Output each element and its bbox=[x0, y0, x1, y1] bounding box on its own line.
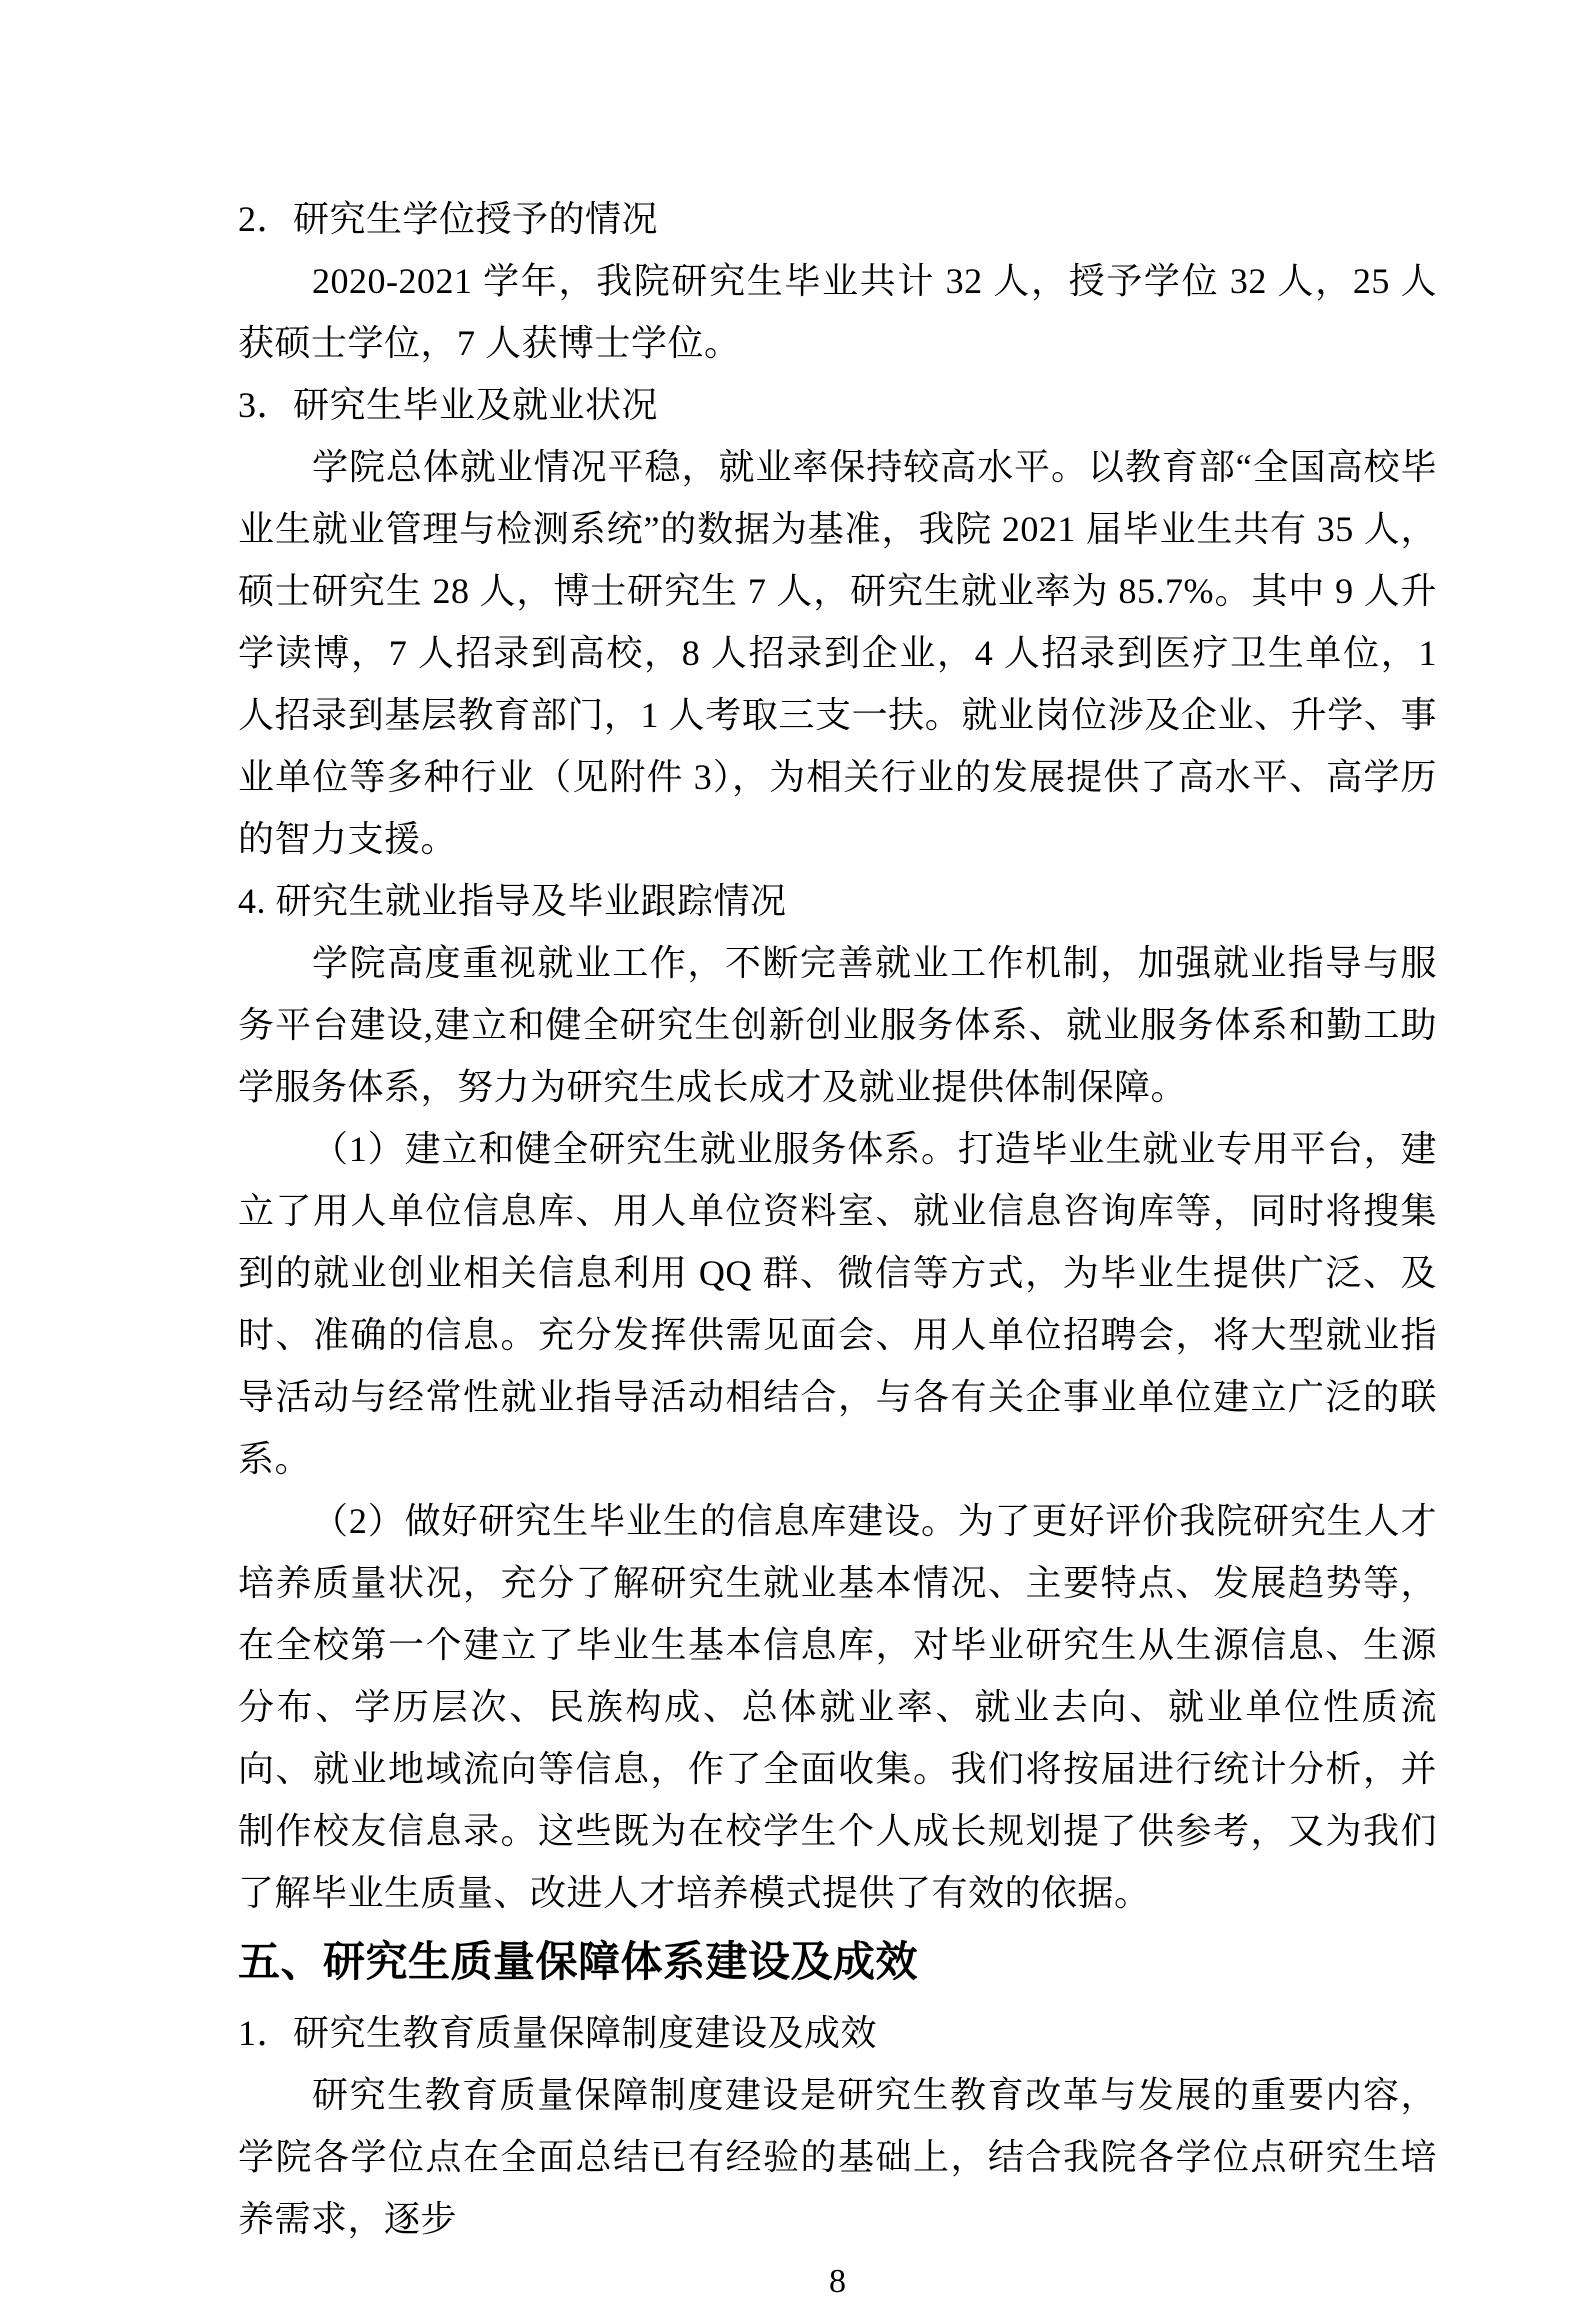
paragraph-guidance-overview: 学院高度重视就业工作，不断完善就业工作机制，加强就业指导与服务平台建设,建立和健全研究生创新创业服务体系、就业服务体系和勤工助学服务体系，努力为研究生成长成才及就业提供体制保障。 bbox=[238, 943, 1437, 1107]
paragraph-degree-awards: 2020-2021 学年，我院研究生毕业共计 32 人，授予学位 32 人，25 人获硕士学位，7 人获博士学位。 bbox=[238, 261, 1437, 363]
paragraph-quality-system: 研究生教育质量保障制度建设是研究生教育改革与发展的重要内容，学院各学位点在全面总结已有经验的基础上，结合我院各学位点研究生培养需求，逐步 bbox=[238, 2075, 1437, 2239]
section-heading-quality-assurance: 五、研究生质量保障体系建设及成效 bbox=[238, 1940, 919, 1986]
paragraph-point-2-info-database: （2）做好研究生毕业生的信息库建设。为了更好评价我院研究生人才培养质量状况，充分了解研究生就业基本情况、主要特点、发展趋势等，在全校第一个建立了毕业生基本信息库，对毕业研究生从生源信息、生源分布、学历层次、民族构成、总体就业率、就业去向、就业单位性质流向、就业地域流向等信息，作了全面收集。我们将按届进行统计分析，并制作校友信息录。这些既为在校学生个人成长规划提了供参考，又为我们了解毕业生质量、改进人才培养模式提供了有效的依据。 bbox=[238, 1501, 1437, 1913]
document-body bbox=[238, 188, 1437, 2250]
item-heading-employment-guidance: 4. 研究生就业指导及毕业跟踪情况 bbox=[238, 881, 787, 921]
item-heading-graduation-employment: 3．研究生毕业及就业状况 bbox=[238, 385, 659, 425]
item-heading-quality-system: 1．研究生教育质量保障制度建设及成效 bbox=[238, 2013, 878, 2053]
item-heading-degree-awards: 2．研究生学位授予的情况 bbox=[238, 199, 659, 239]
paragraph-employment-stats: 学院总体就业情况平稳，就业率保持较高水平。以教育部“全国高校毕业生就业管理与检测系统”的数据为基准，我院 2021 届毕业生共有 35 人，硕士研究生 28 人，博士研究生 7 人，研究生就业率为 85.7%。其中 9 人升学读博，7 人招录到高校，8 人招录到企业，4 人招录到医疗卫生单位，1 人招录到基层教育部门，1 人考取三支一扶。就业岗位涉及企业、升学、事业单位等多种行业（见附件 3），为相关行业的发展提供了高水平、高学历的智力支援。 bbox=[238, 447, 1437, 859]
paragraph-point-1-service-system: （1）建立和健全研究生就业服务体系。打造毕业生就业专用平台，建立了用人单位信息库、用人单位资料室、就业信息咨询库等，同时将搜集到的就业创业相关信息利用 QQ 群、微信等方式，为毕业生提供广泛、及时、准确的信息。充分发挥供需见面会、用人单位招聘会，将大型就业指导活动与经常性就业指导活动相结合，与各有关企事业单位建立广泛的联系。 bbox=[238, 1129, 1437, 1479]
page-number: 8 bbox=[829, 2263, 846, 2300]
